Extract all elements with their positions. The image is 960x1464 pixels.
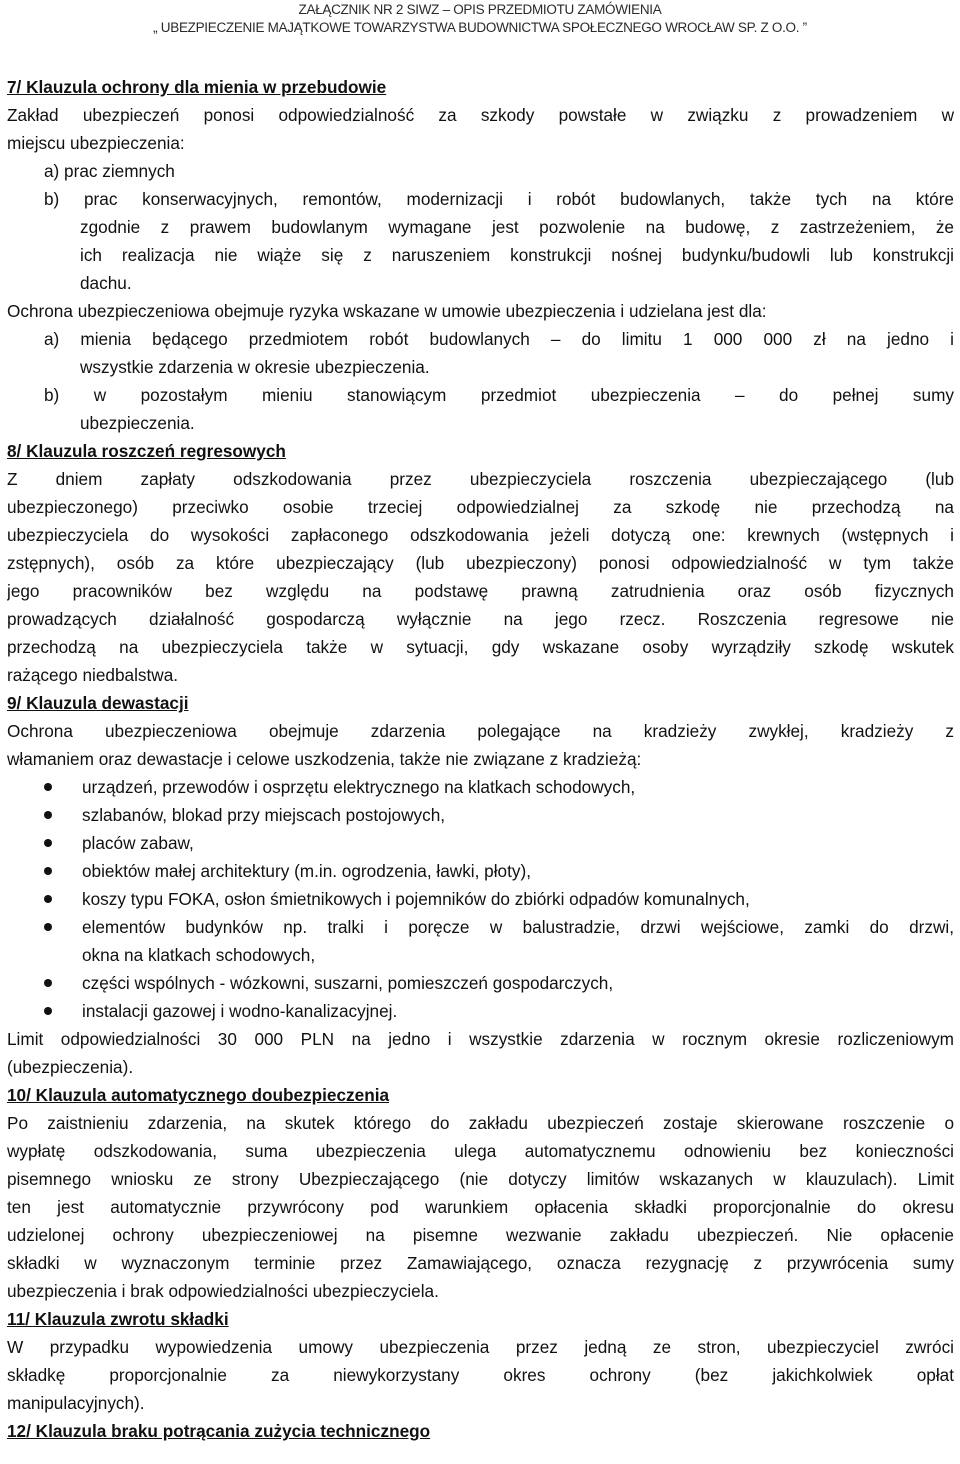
list-item: urządzeń, przewodów i osprzętu elektrycznego na klatkach schodowych, (7, 773, 954, 801)
s8-line: ubezpieczyciela do wysokości zapłaconego odszkodowania jeżeli dotyczą one: krewnych (wstępnych i (7, 525, 954, 545)
s9-limit-line: Limit odpowiedzialności 30 000 PLN na jedno i wszystkie zdarzenia w rocznym okresie rozliczeniowym (7, 1029, 954, 1049)
s11-line: W przypadku wypowiedzenia umowy ubezpieczenia przez jedną ze stron, ubezpieczyciel zwróci (7, 1337, 954, 1357)
s8-line: zstępnych), osób za które ubezpieczający (lub ubezpieczony) ponosi odpowiedzialność w tym także (7, 553, 954, 573)
s7-list-item-a: a) prac ziemnych (44, 161, 175, 181)
list-item: części wspólnych - wózkowni, suszarni, pomieszczeń gospodarczych, (7, 969, 954, 997)
s7-list-item-b-cont: dachu. (80, 273, 132, 293)
list-item: elementów budynków np. tralki i poręcze w balustradzie, drzwi wejściowe, zamki do drzwi, (7, 913, 954, 941)
s10-line: ten jest automatycznie przywrócony pod warunkiem opłacenia składki proporcjonalnie do okresu (7, 1197, 954, 1217)
bullet-icon (44, 923, 52, 931)
s9-intro-line: włamaniem oraz dewastacje i celowe uszkodzenia, także nie związane z kradzieżą: (7, 749, 642, 769)
section-7-title: 7/ Klauzula ochrony dla mienia w przebudowie (7, 77, 387, 97)
s10-line: składki w wyznaczonym terminie przez Zamawiającego, oznacza rezygnację z przywrócenia sumy (7, 1253, 954, 1273)
document-body (7, 73, 954, 1445)
s8-line: rażącego niedbalstwa. (7, 665, 179, 685)
s10-line: pisemnego wniosku ze strony Ubezpieczającego (nie dotyczy limitów wskazanych w klauzulach). Limit (7, 1169, 954, 1189)
s7-coverage-item-b-cont: ubezpieczenia. (80, 413, 195, 433)
s11-line: manipulacyjnych). (7, 1393, 145, 1413)
s7-coverage-item-a: a) mienia będącego przedmiotem robót budowlanych – do limitu 1 000 000 zł na jedno i (44, 329, 954, 349)
s7-paragraph-line: Zakład ubezpieczeń ponosi odpowiedzialność za szkody powstałe w związku z prowadzeniem w (7, 105, 954, 125)
section-8-title: 8/ Klauzula roszczeń regresowych (7, 441, 286, 461)
bullet-icon (44, 1007, 52, 1015)
s8-line: przechodzą na ubezpieczyciela także w sytuacji, gdy wskazane osoby wyrządziły szkodę wskutek (7, 637, 954, 657)
s7-coverage-item-a-cont: wszystkie zdarzenia w okresie ubezpieczenia. (80, 357, 430, 377)
s7-list-item-b-cont: ich realizacja nie wiąże się z naruszeniem konstrukcji nośnej budynku/budowli lub konstrukcji (80, 245, 954, 265)
bullet-icon (44, 811, 52, 819)
s8-line: Z dniem zapłaty odszkodowania przez ubezpieczyciela roszczenia ubezpieczającego (lub (7, 469, 954, 489)
bullet-icon (44, 895, 52, 903)
s11-line: składkę proporcjonalnie za niewykorzystany okres ochrony (bez jakichkolwiek opłat (7, 1365, 954, 1385)
bullet-icon (44, 979, 52, 987)
s7-list-item-b: b) prac konserwacyjnych, remontów, modernizacji i robót budowlanych, także tych na które (44, 189, 954, 209)
s7-coverage-item-b: b) w pozostałym mieniu stanowiącym przedmiot ubezpieczenia – do pełnej sumy (44, 385, 954, 405)
s10-line: udzielonej ochrony ubezpieczeniowej na pisemne wezwanie zakładu ubezpieczeń. Nie opłacenie (7, 1225, 954, 1245)
section-9-title: 9/ Klauzula dewastacji (7, 693, 189, 713)
s10-line: wypłatę odszkodowania, suma ubezpieczenia ulega automatycznemu odnowieniu bez konieczności (7, 1141, 954, 1161)
list-item: koszy typu FOKA, osłon śmietnikowych i pojemników do zbiórki odpadów komunalnych, (7, 885, 954, 913)
bullet-icon (44, 783, 52, 791)
bullet-icon (44, 867, 52, 875)
s9-intro-line: Ochrona ubezpieczeniowa obejmuje zdarzenia polegające na kradzieży zwykłej, kradzieży z (7, 721, 954, 741)
list-item-continuation: okna na klatkach schodowych, (82, 945, 316, 965)
list-item: obiektów małej architektury (m.in. ogrodzenia, ławki, płoty), (7, 857, 954, 885)
list-item: placów zabaw, (7, 829, 954, 857)
s10-line: Po zaistnieniu zdarzenia, na skutek którego do zakładu ubezpieczeń zostaje skierowane roszczenie o (7, 1113, 954, 1133)
s8-line: prowadzących działalność gospodarczą wyłącznie na jego rzecz. Roszczenia regresowe nie (7, 609, 954, 629)
s7-paragraph-2: Ochrona ubezpieczeniowa obejmuje ryzyka wskazane w umowie ubezpieczenia i udzielana jest dla: (7, 301, 767, 321)
s7-list-item-b-cont: zgodnie z prawem budowlanym wymagane jest pozwolenie na budowę, z zastrzeżeniem, że (80, 217, 954, 237)
s7-paragraph-line: miejscu ubezpieczenia: (7, 133, 185, 153)
list-item: szlabanów, blokad przy miejscach postojowych, (7, 801, 954, 829)
header-line-2: „ UBEZPIECZENIE MAJĄTKOWE TOWARZYSTWA BUDOWNICTWA SPOŁECZNEGO WROCŁAW SP. Z O.O. ” (153, 20, 807, 35)
s9-limit-line: (ubezpieczenia). (7, 1057, 134, 1077)
s8-line: jego pracowników bez względu na podstawę prawną zatrudnienia oraz osób fizycznych (7, 581, 954, 601)
s9-bullet-list (7, 773, 954, 1025)
s8-line: ubezpieczonego) przeciwko osobie trzeciej odpowiedzialnej za szkodę nie przechodzą na (7, 497, 954, 517)
section-12-title: 12/ Klauzula braku potrącania zużycia technicznego (7, 1421, 431, 1441)
list-item: instalacji gazowej i wodno-kanalizacyjnej. (7, 997, 954, 1025)
bullet-icon (44, 839, 52, 847)
header-line-1: ZAŁĄCZNIK NR 2 SIWZ – OPIS PRZEDMIOTU ZAMÓWIENIA (298, 2, 662, 17)
section-10-title: 10/ Klauzula automatycznego doubezpieczenia (7, 1085, 390, 1105)
s10-line: ubezpieczenia i brak odpowiedzialności ubezpieczyciela. (7, 1281, 439, 1301)
section-11-title: 11/ Klauzula zwrotu składki (7, 1309, 229, 1329)
